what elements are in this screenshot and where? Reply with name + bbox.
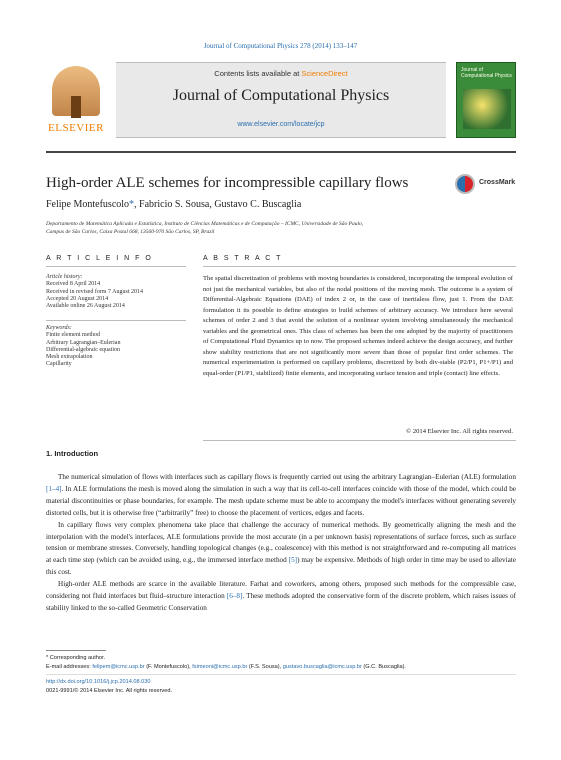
affiliation: Departamento de Matemática Aplicada e Estatística, Instituto de Ciências Matemáticas e de Computação – ICMC, Universidade de São Paulo, Campus de São Carlos, Caixa Postal 668, 13560-970 São Carlos, SP, Brazil <box>46 221 364 235</box>
introduction-body <box>46 472 516 615</box>
journal-title: Journal of Computational Physics <box>172 87 390 104</box>
cover-title: Journal of Computational Physics <box>461 67 512 79</box>
issn-line: 0021-9991/© 2014 Elsevier Inc. All rights reserved. <box>46 688 173 694</box>
article-identifiers <box>46 678 516 696</box>
history-item: Accepted 20 August 2014 <box>46 295 109 302</box>
footnotes <box>46 654 516 672</box>
keywords: Keywords: Finite element method Arbitrary Lagrangian–Eulerian Differential-algebraic equation Mesh extrapolation Capillarity <box>46 325 186 369</box>
email-link[interactable]: felipem@icmc.usp.br <box>92 664 145 670</box>
history-item: Available online 26 August 2014 <box>46 303 125 310</box>
citation-link[interactable]: [1–4] <box>46 484 62 493</box>
doi-link[interactable]: http://dx.doi.org/10.1016/j.jcp.2014.08.030 <box>46 679 151 685</box>
citation-link[interactable]: [6–8] <box>226 592 243 601</box>
homepage-link[interactable]: www.elsevier.com/locate/jcp <box>237 121 325 128</box>
corresponding-footnote: * Corresponding author. <box>46 655 106 661</box>
keyword-item: Finite element method <box>46 332 100 339</box>
keyword-item: Arbitrary Lagrangian–Eulerian <box>46 339 121 346</box>
sciencedirect-link[interactable]: ScienceDirect <box>301 69 348 78</box>
elsevier-wordmark: ELSEVIER <box>48 122 104 134</box>
article-history: Article history: Received 8 April 2014 Received in revised form 7 August 2014 Accepted 20 August 2014 Available online 26 August 2014 <box>46 274 186 310</box>
history-item: Received 8 April 2014 <box>46 281 101 288</box>
keyword-item: Mesh extrapolation <box>46 354 93 361</box>
journal-cover-image <box>456 62 516 138</box>
journal-header <box>46 62 516 140</box>
intro-paragraph: High-order ALE methods are scarce in the available literature. Farhat and coworkers, among others, proposed such methods for the compressible case, considering not fluid interfaces but fluid–structure interaction [6–8]. These methods adopted the conservative form of the discrete problem, which raises issues of stability linked to the so-called Geometric Conservation <box>46 580 516 612</box>
elsevier-logo <box>46 66 106 136</box>
abstract-heading: A B S T R A C T <box>203 255 283 262</box>
intro-paragraph: In capillary flows very complex phenomena take place that challenge the accuracy of numerical methods. By geometrically aligning the mesh and the interpolation with the model's interfaces, ALE formulations provide the most accurate (in a per unknown basis) representations of surface forces, such as surface tension or membrane stresses. Conversely, handling topological changes (e.g., coalescence) with this method is not straightforward and re-computing all matrices at each time step (which can be avoided using, e.g., the immersed interface method [5]) may be expensive. Methods of high order in time may be used to alleviate this cost. <box>46 520 516 577</box>
keyword-item: Capillarity <box>46 361 72 368</box>
article-info-heading: A R T I C L E I N F O <box>46 255 153 262</box>
author-list: Felipe Montefuscolo*, Fabricio S. Sousa, Gustavo C. Buscaglia <box>46 199 302 210</box>
crossmark-icon <box>455 174 475 194</box>
paper-title: High-order ALE schemes for incompressible capillary flows <box>46 175 409 191</box>
abstract-copyright: © 2014 Elsevier Inc. All rights reserved. <box>406 428 513 435</box>
crossmark-label: CrossMark <box>479 179 516 186</box>
crossmark-badge[interactable] <box>455 174 525 194</box>
journal-homepage <box>116 121 446 128</box>
keyword-item: Differential-algebraic equation <box>46 346 121 353</box>
journal-masthead <box>116 62 446 138</box>
header-divider <box>46 151 516 153</box>
email-link[interactable]: gustavo.buscaglia@icmc.usp.br <box>282 664 362 670</box>
history-item: Received in revised form 7 August 2014 <box>46 288 143 295</box>
email-footnote: E-mail addresses: felipem@icmc.usp.br (F. Montefuscolo), fsimeoni@icmc.usp.br (F.S. Sousa), gustavo.buscaglia@icmc.usp.br (G.C. Buscaglia). <box>46 664 406 670</box>
email-link[interactable]: fsimeoni@icmc.usp.br <box>192 664 248 670</box>
introduction-heading: 1. Introduction <box>46 449 99 458</box>
abstract-text: The spatial discretization of problems with moving boundaries is considered, incorporating the temporal evolution of not just the mechanical variables, but also of the nodal positions of the moving mesh. The outcome is a system of Differential-Algebraic Equations (DAE) of index 2 or, in the case of inertialess flow, just 1. From the DAE formulation it its possible to define strategies to build schemes of arbitrary accuracy. We introduce here several schemes of order 2 and 3 that avoid the solution of a nonlinear system involving simultaneously the mechanical variables and the geometrical ones. This class of schemes has been the one adopted by the majority of practitioners of Computational Fluid Dynamics up to now. The proposed schemes indeed achieve the design accuracy, and further show stability restrictions that are not significantly more severe than those of popular first order schemes. The numerical experimentation is performed on capillary problems, discretized by both div-stable (P2/P1, P1+/P1) and equal-order (P1/P1, stabilized) finite elements, and incorporating surface tension and triple (contact) line effects. <box>203 275 513 377</box>
footnote-divider <box>46 650 106 651</box>
contents-available-line: Contents lists available at ScienceDirect <box>214 69 348 78</box>
citation-link[interactable]: [5] <box>288 556 298 565</box>
corresponding-author-mark[interactable]: * <box>129 199 135 210</box>
intro-paragraph: The numerical simulation of flows with interfaces such as capillary flows is frequently carried out using the arbitrary Lagrangian–Eulerian (ALE) formulation [1–4]. In ALE formulations the mesh is moved along the simulation in such a way that its cell-to-cell interfaces coincide with those of the model, which could be material discontinuities or phase boundaries, for example. The mesh update scheme must be able to accompany the model's interfaces without generating severely distorted cells, but it is otherwise free (“arbitrarily” free) to choose the placement of vertices, edges and facets. <box>46 473 516 517</box>
journal-reference-link[interactable]: Journal of Computational Physics 278 (2014) 133–147 <box>203 42 358 50</box>
